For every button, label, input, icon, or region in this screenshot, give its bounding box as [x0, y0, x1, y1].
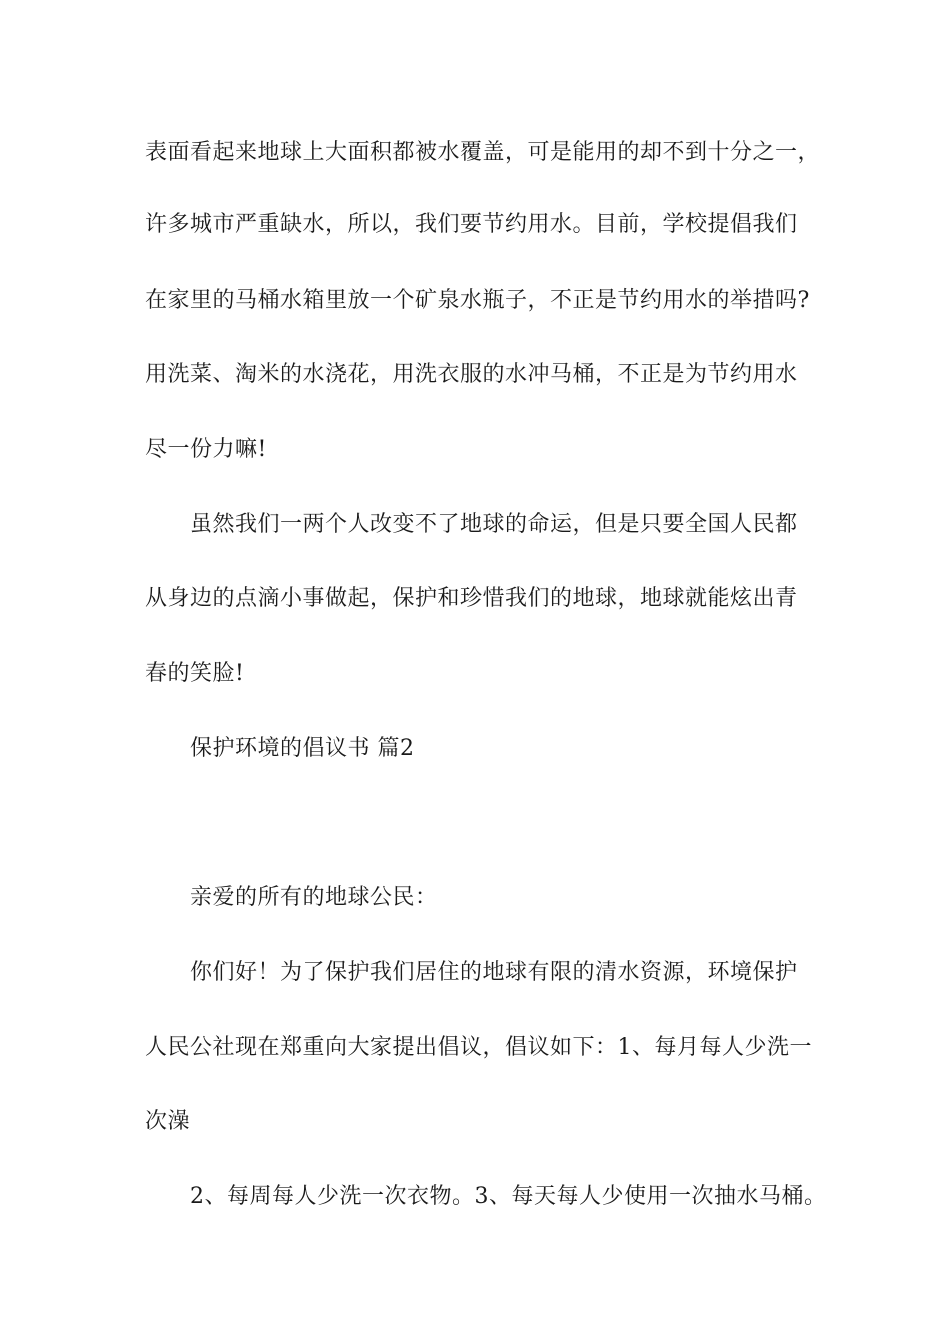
paragraph-line: 尽一份力嘛! — [145, 437, 267, 462]
paragraph-line: 虽然我们一两个人改变不了地球的命运，但是只要全国人民都 — [190, 512, 798, 537]
paragraph-line: 从身边的点滴小事做起，保护和珍惜我们的地球，地球就能炫出青 — [145, 586, 798, 611]
paragraph-line: 2、每周每人少洗一次衣物。3、每天每人少使用一次抽水马桶。 — [190, 1184, 827, 1209]
paragraph-line: 人民公社现在郑重向大家提出倡议，倡议如下：1、每月每人少洗一 — [145, 1035, 812, 1060]
paragraph-line: 次澡 — [145, 1109, 191, 1134]
section-heading: 保护环境的倡议书 篇2 — [190, 736, 415, 761]
salutation: 亲爱的所有的地球公民： — [190, 885, 438, 910]
paragraph-line: 你们好！为了保护我们居住的地球有限的清水资源，环境保护 — [190, 960, 798, 985]
paragraph-line: 在家里的马桶水箱里放一个矿泉水瓶子，不正是节约用水的举措吗? — [145, 288, 810, 313]
paragraph-line: 用洗菜、淘米的水浇花，用洗衣服的水冲马桶，不正是为节约用水 — [145, 362, 798, 387]
paragraph-line: 许多城市严重缺水，所以，我们要节约用水。目前，学校提倡我们 — [145, 212, 798, 237]
paragraph-line: 表面看起来地球上大面积都被水覆盖，可是能用的却不到十分之一， — [145, 140, 821, 165]
paragraph-line: 春的笑脸! — [145, 661, 245, 686]
